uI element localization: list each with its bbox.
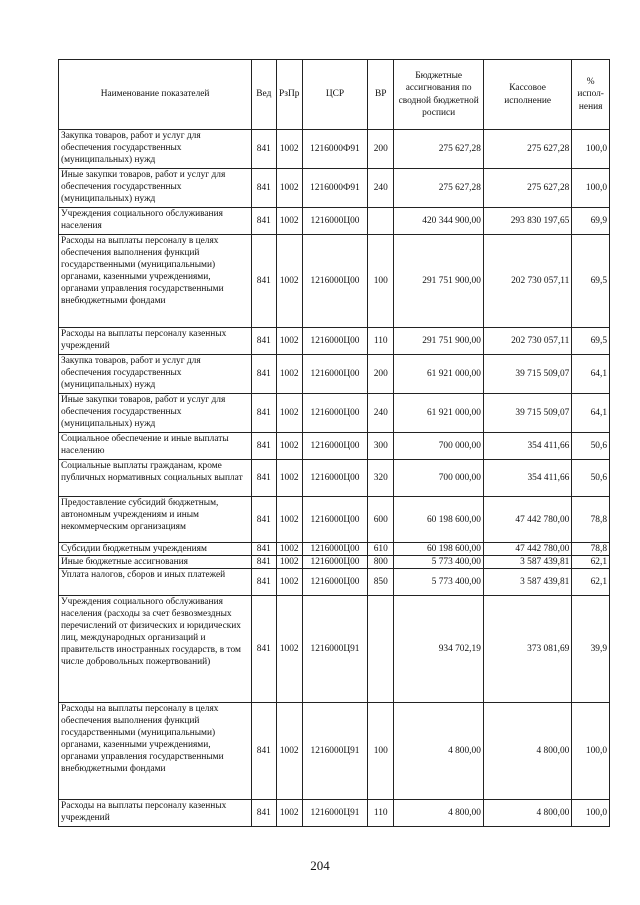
cell-ved: 841 [252,556,276,569]
cell-name: Социальное обеспечение и иные выплаты населению [59,433,252,460]
table-header-row [59,60,610,130]
cell-cash: 39 715 509,07 [483,394,571,433]
header-vr: ВР [368,60,394,130]
cell-pct: 50,6 [572,433,610,460]
cell-cash: 3 587 439,81 [483,556,571,569]
cell-pct: 62,1 [572,556,610,569]
cell-ved: 841 [252,394,276,433]
cell-rzpr: 1002 [276,433,302,460]
cell-name: Расходы на выплаты персоналу казенных учреждений [59,800,252,827]
table-body [59,130,610,827]
cell-pct: 69,9 [572,208,610,235]
cell-budget: 275 627,28 [394,130,483,169]
cell-ved: 841 [252,208,276,235]
cell-name: Субсидии бюджетным учреждениям [59,543,252,556]
cell-csr: 1216000Ф91 [302,130,367,169]
header-cash: Кассовое исполнение [483,60,571,130]
cell-budget: 5 773 400,00 [394,556,483,569]
cell-pct: 64,1 [572,355,610,394]
cell-cash: 293 830 197,65 [483,208,571,235]
cell-csr: 1216000Ц00 [302,543,367,556]
budget-execution-table [58,59,610,827]
cell-pct: 100,0 [572,169,610,208]
cell-name: Иные закупки товаров, работ и услуг для обеспечения государственных (муниципальных) нужд [59,394,252,433]
table-row [59,169,610,208]
cell-budget: 4 800,00 [394,703,483,800]
cell-vr: 850 [368,569,394,596]
cell-cash: 4 800,00 [483,703,571,800]
table-row [59,460,610,497]
cell-pct: 69,5 [572,328,610,355]
cell-csr: 1216000Ц00 [302,433,367,460]
table-row [59,355,610,394]
cell-ved: 841 [252,433,276,460]
cell-name: Расходы на выплаты персоналу в целях обеспечения выполнения функций государственными (муниципальными) органами, казенными учреждениями, органами управления государственными внебюджетными фондами [59,235,252,328]
cell-pct: 39,9 [572,596,610,703]
cell-ved: 841 [252,596,276,703]
cell-name: Закупка товаров, работ и услуг для обеспечения государственных (муниципальных) нужд [59,130,252,169]
cell-budget: 291 751 900,00 [394,235,483,328]
table-row [59,433,610,460]
cell-ved: 841 [252,235,276,328]
cell-vr: 200 [368,130,394,169]
cell-cash: 275 627,28 [483,169,571,208]
cell-pct: 100,0 [572,130,610,169]
cell-ved: 841 [252,703,276,800]
table-row [59,800,610,827]
cell-budget: 60 198 600,00 [394,543,483,556]
cell-vr: 110 [368,328,394,355]
cell-budget: 60 198 600,00 [394,497,483,543]
cell-rzpr: 1002 [276,569,302,596]
cell-ved: 841 [252,800,276,827]
cell-vr [368,208,394,235]
cell-vr: 200 [368,355,394,394]
cell-csr: 1216000Ц00 [302,394,367,433]
cell-rzpr: 1002 [276,169,302,208]
cell-csr: 1216000Ц00 [302,497,367,543]
cell-rzpr: 1002 [276,543,302,556]
table-row [59,130,610,169]
cell-csr: 1216000Ц00 [302,208,367,235]
cell-ved: 841 [252,543,276,556]
cell-budget: 61 921 000,00 [394,355,483,394]
cell-rzpr: 1002 [276,235,302,328]
cell-cash: 3 587 439,81 [483,569,571,596]
cell-pct: 64,1 [572,394,610,433]
cell-ved: 841 [252,569,276,596]
cell-pct: 50,6 [572,460,610,497]
cell-name: Расходы на выплаты персоналу в целях обеспечения выполнения функций государственными (муниципальными) органами, казенными учреждениями, органами управления государственными внебюджетными фондами [59,703,252,800]
cell-budget: 420 344 900,00 [394,208,483,235]
cell-cash: 354 411,66 [483,460,571,497]
header-csr: ЦСР [302,60,367,130]
cell-budget: 291 751 900,00 [394,328,483,355]
cell-pct: 100,0 [572,800,610,827]
cell-cash: 47 442 780,00 [483,497,571,543]
cell-vr: 100 [368,235,394,328]
cell-name: Закупка товаров, работ и услуг для обеспечения государственных (муниципальных) нужд [59,355,252,394]
cell-name: Иные бюджетные ассигнования [59,556,252,569]
cell-budget: 4 800,00 [394,800,483,827]
cell-rzpr: 1002 [276,130,302,169]
cell-csr: 1216000Ц00 [302,569,367,596]
cell-rzpr: 1002 [276,328,302,355]
cell-vr: 610 [368,543,394,556]
cell-vr: 100 [368,703,394,800]
cell-cash: 275 627,28 [483,130,571,169]
cell-vr: 240 [368,394,394,433]
table-row [59,556,610,569]
cell-csr: 1216000Ц00 [302,556,367,569]
cell-cash: 47 442 780,00 [483,543,571,556]
cell-ved: 841 [252,460,276,497]
cell-rzpr: 1002 [276,355,302,394]
cell-name: Учреждения социального обслуживания населения [59,208,252,235]
cell-ved: 841 [252,328,276,355]
cell-pct: 69,5 [572,235,610,328]
cell-vr: 320 [368,460,394,497]
table-row [59,328,610,355]
table-row [59,394,610,433]
cell-name: Расходы на выплаты персоналу казенных учреждений [59,328,252,355]
cell-cash: 354 411,66 [483,433,571,460]
table-row [59,543,610,556]
cell-ved: 841 [252,497,276,543]
cell-ved: 841 [252,130,276,169]
header-pct: % испол-нения [572,60,610,130]
cell-rzpr: 1002 [276,556,302,569]
header-name: Наименование показателей [59,60,252,130]
cell-csr: 1216000Ц91 [302,596,367,703]
cell-rzpr: 1002 [276,208,302,235]
cell-csr: 1216000Ц91 [302,703,367,800]
cell-cash: 4 800,00 [483,800,571,827]
cell-pct: 78,8 [572,497,610,543]
cell-budget: 5 773 400,00 [394,569,483,596]
cell-ved: 841 [252,169,276,208]
cell-pct: 100,0 [572,703,610,800]
cell-vr: 110 [368,800,394,827]
cell-csr: 1216000Ц00 [302,460,367,497]
cell-rzpr: 1002 [276,460,302,497]
cell-vr: 800 [368,556,394,569]
table-row [59,703,610,800]
cell-cash: 202 730 057,11 [483,328,571,355]
cell-budget: 61 921 000,00 [394,394,483,433]
table-row [59,569,610,596]
cell-cash: 202 730 057,11 [483,235,571,328]
cell-csr: 1216000Ф91 [302,169,367,208]
cell-name: Учреждения социального обслуживания населения (расходы за счет безвозмездных перечислений от физических и юридических лиц, международных организаций и правительств иностранных государств, в том числе добровольных пожертвований) [59,596,252,703]
cell-csr: 1216000Ц00 [302,355,367,394]
cell-ved: 841 [252,355,276,394]
cell-vr: 240 [368,169,394,208]
cell-rzpr: 1002 [276,800,302,827]
header-budget: Бюджетные ассигнования по сводной бюджетной росписи [394,60,483,130]
cell-pct: 62,1 [572,569,610,596]
cell-rzpr: 1002 [276,596,302,703]
header-ved: Вед [252,60,276,130]
table-row [59,497,610,543]
cell-name: Иные закупки товаров, работ и услуг для обеспечения государственных (муниципальных) нужд [59,169,252,208]
cell-cash: 39 715 509,07 [483,355,571,394]
cell-budget: 934 702,19 [394,596,483,703]
cell-csr: 1216000Ц00 [302,328,367,355]
cell-csr: 1216000Ц91 [302,800,367,827]
cell-rzpr: 1002 [276,394,302,433]
cell-vr [368,596,394,703]
table-row [59,235,610,328]
cell-budget: 700 000,00 [394,433,483,460]
cell-name: Социальные выплаты гражданам, кроме публичных нормативных социальных выплат [59,460,252,497]
cell-pct: 78,8 [572,543,610,556]
cell-vr: 600 [368,497,394,543]
cell-budget: 275 627,28 [394,169,483,208]
table-row [59,208,610,235]
table-row [59,596,610,703]
cell-name: Предоставление субсидий бюджетным, автономным учреждениям и иным некоммерческим организациям [59,497,252,543]
cell-rzpr: 1002 [276,703,302,800]
header-rzpr: РзПр [276,60,302,130]
cell-rzpr: 1002 [276,497,302,543]
cell-budget: 700 000,00 [394,460,483,497]
cell-name: Уплата налогов, сборов и иных платежей [59,569,252,596]
cell-cash: 373 081,69 [483,596,571,703]
page-number: 204 [310,858,330,873]
cell-csr: 1216000Ц00 [302,235,367,328]
cell-vr: 300 [368,433,394,460]
